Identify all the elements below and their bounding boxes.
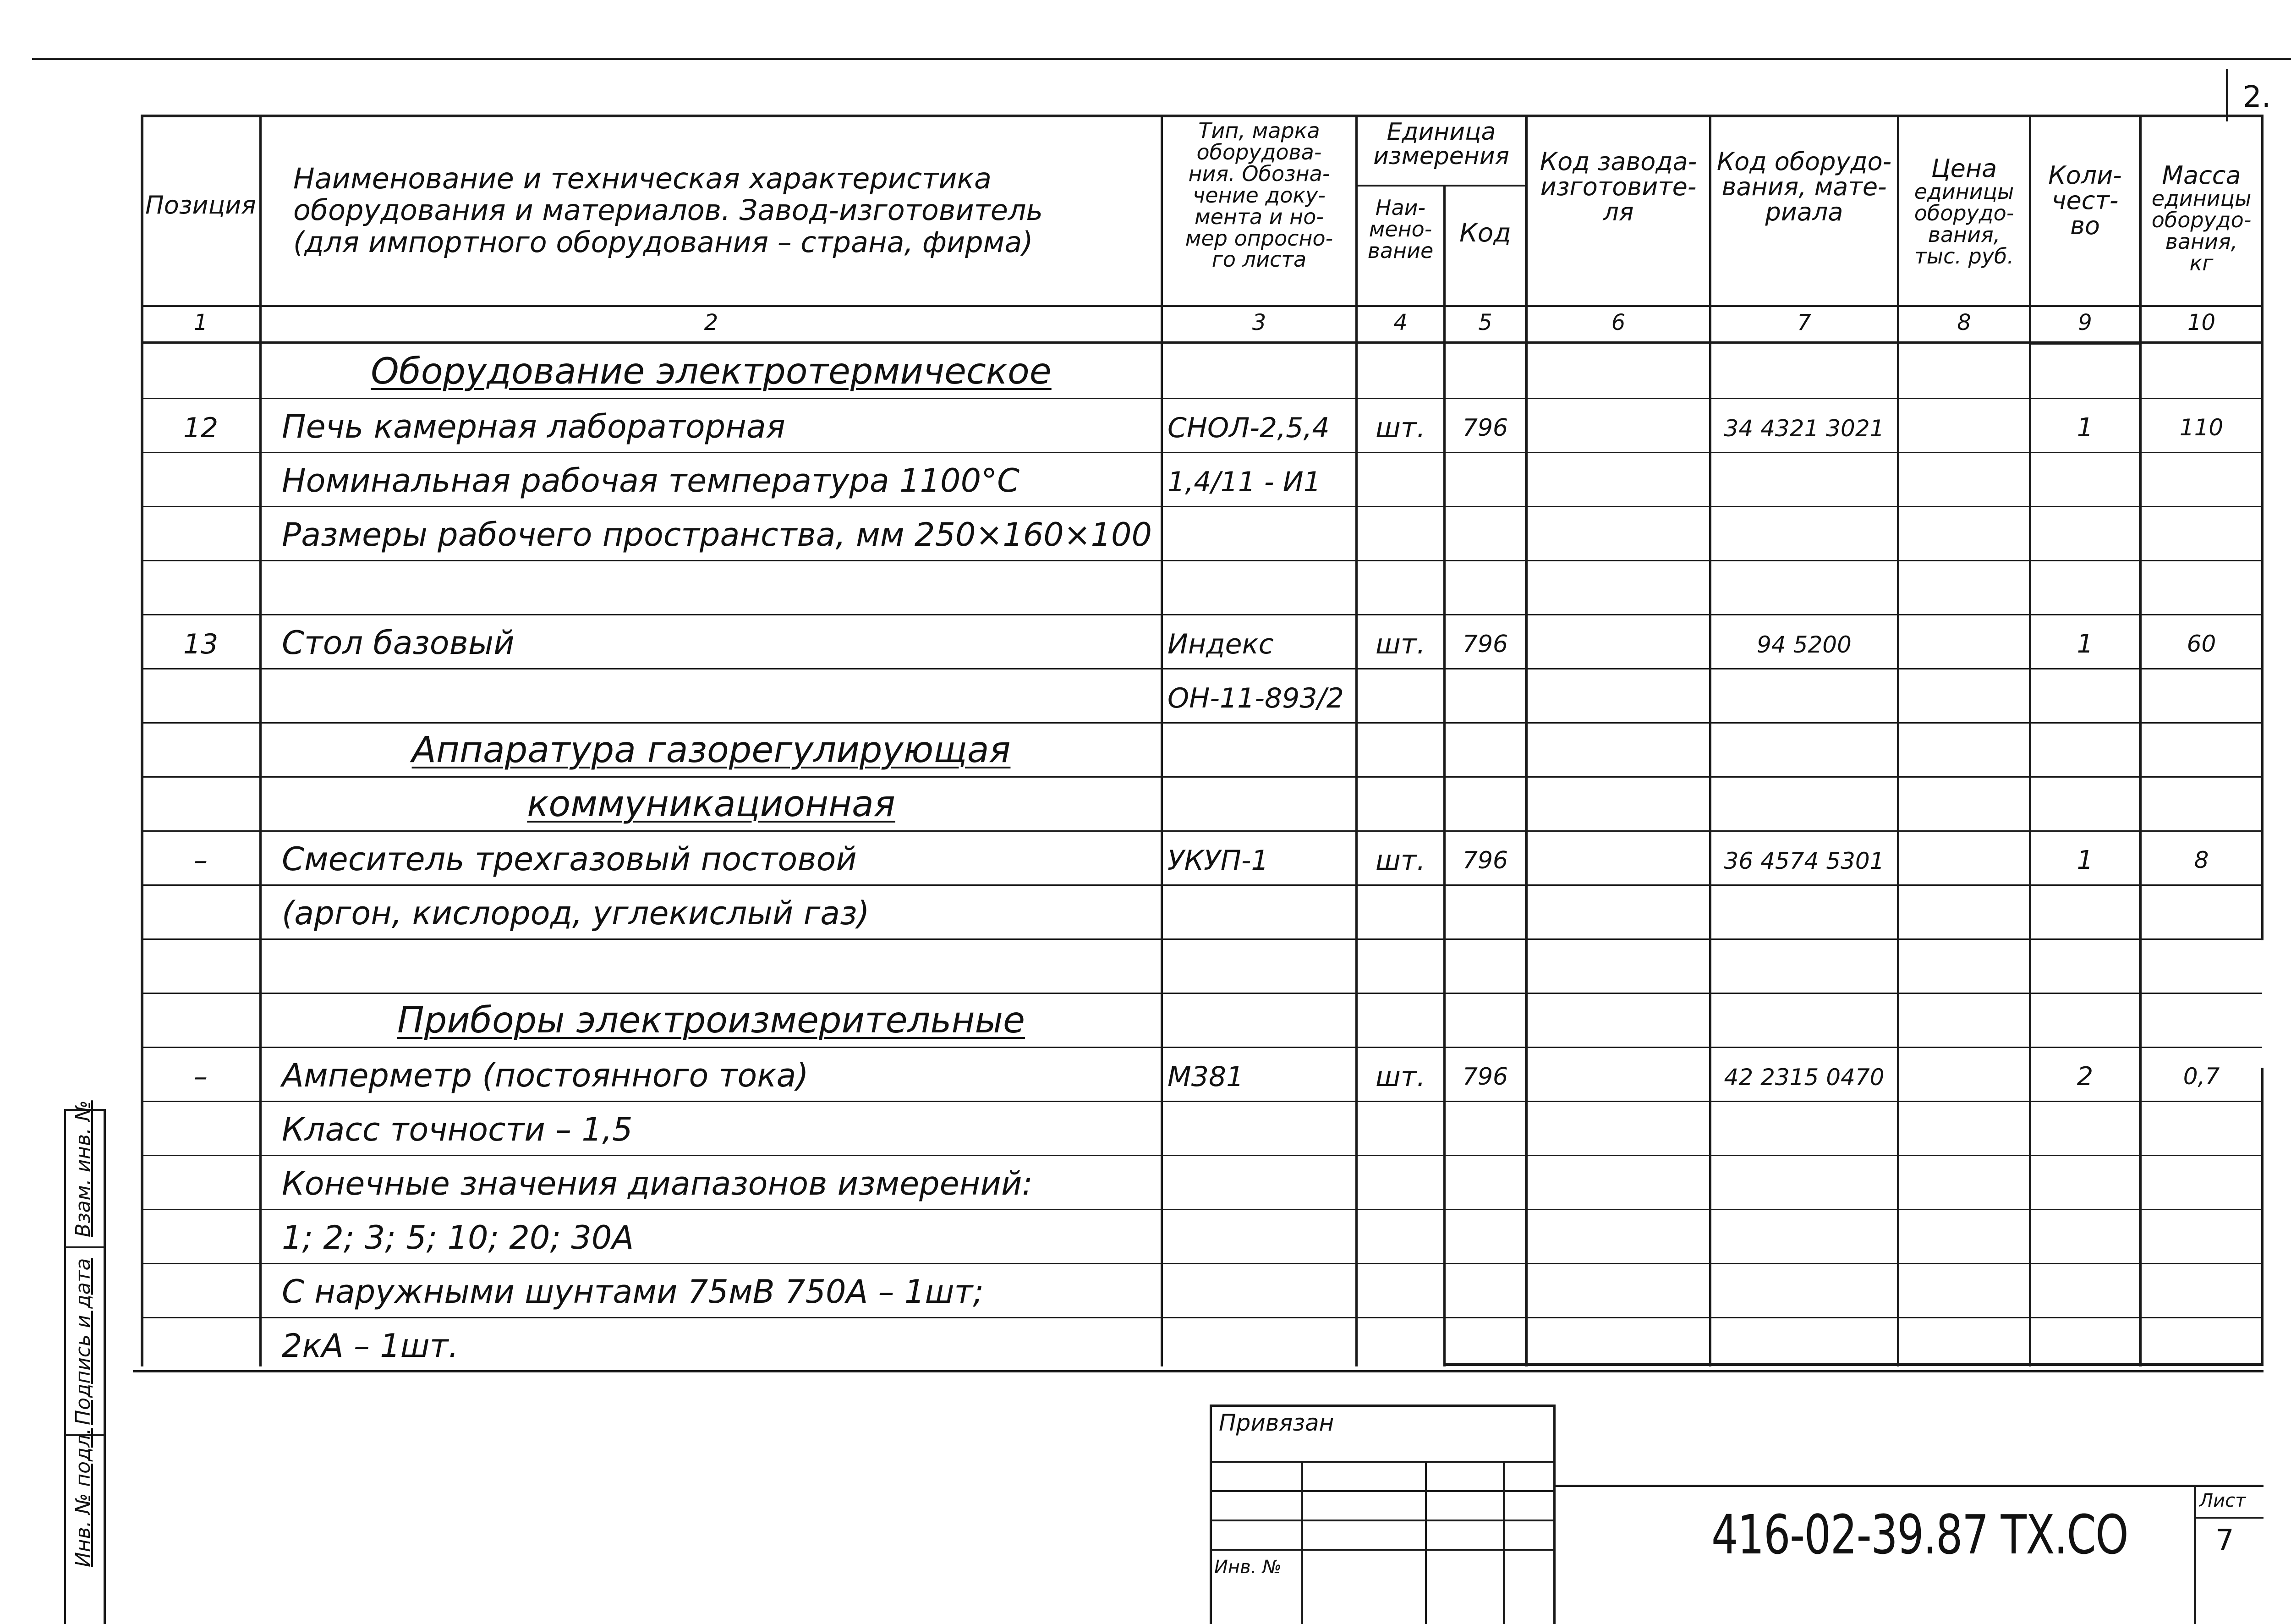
stamp-inv-label: Инв. № (1214, 1557, 1282, 1578)
stamp-col-line-2 (1425, 1461, 1427, 1624)
unit-group-divider (1355, 185, 1527, 187)
table-row (0, 938, 2291, 993)
table-row (0, 344, 2291, 398)
colnum-1: 1 (193, 310, 208, 335)
header-position: Позиция (145, 191, 256, 219)
row-mass: 110 (2179, 414, 2224, 441)
row-code: 796 (1462, 847, 1508, 874)
row-name: Стол базовый (282, 624, 515, 662)
row-position: – (194, 1061, 208, 1093)
row-name: 2кА – 1шт. (282, 1327, 459, 1365)
row-type: СНОЛ-2,5,4 (1167, 412, 1330, 444)
row-section-heading: коммуникационная (527, 784, 895, 825)
sheet-box-divider (2194, 1517, 2264, 1519)
colnum-7: 7 (1797, 310, 1811, 335)
row-position: – (194, 845, 208, 877)
table-row (0, 1155, 2291, 1209)
side-strip-left-line (64, 1109, 66, 1624)
row-unit: шт. (1376, 412, 1425, 444)
row-section-heading: Оборудование электротермическое (371, 351, 1052, 392)
row-name: Номинальная рабочая температура 1100°С (282, 462, 1019, 499)
table-row (0, 1209, 2291, 1263)
header-unit-name: Наи- мено- вание (1367, 195, 1434, 263)
table-row (0, 1101, 2291, 1155)
row-mass: 8 (2194, 847, 2209, 873)
colnum-9: 9 (2078, 310, 2092, 335)
row-name: 1; 2; 3; 5; 10; 20; 30А (282, 1219, 634, 1256)
table-row (0, 1263, 2291, 1317)
table-row (0, 506, 2291, 560)
header-type: Тип, марка оборудова- ния. Обозна- чение доку- мента и но- мер опросно- го листа (1185, 118, 1333, 272)
side-label-replaced-inv: Взам. инв. № (71, 1100, 95, 1237)
table-row (0, 884, 2291, 938)
side-strip-right-line (104, 1109, 106, 1624)
row-type: Индекс (1167, 628, 1274, 660)
colnum-4: 4 (1393, 310, 1408, 335)
row-qty: 2 (2077, 1062, 2094, 1092)
row-qty: 1 (2077, 845, 2094, 875)
header-unit-group: Единица измерения (1373, 118, 1509, 170)
row-name: Размеры рабочего пространства, мм 250×160×100 (282, 516, 1152, 554)
row-type: ОН-11-893/2 (1167, 682, 1344, 714)
table-row (0, 452, 2291, 506)
row-code: 796 (1462, 631, 1508, 658)
table-row (0, 830, 2291, 884)
colnum-3: 3 (1252, 310, 1266, 335)
colnum-8: 8 (1957, 310, 1971, 335)
stamp-bound-label: Привязан (1219, 1410, 1334, 1436)
sheet-label: Лист (2199, 1490, 2246, 1511)
row-code: 796 (1462, 414, 1508, 442)
colnum-10: 10 (2187, 310, 2216, 335)
row-equip-code: 34 4321 3021 (1724, 415, 1885, 442)
row-unit: шт. (1376, 628, 1425, 660)
sheet-number: 7 (2215, 1524, 2234, 1558)
table-row (0, 614, 2291, 668)
header-price: Цена единицы оборудо- вания, тыс. руб. (1914, 154, 2014, 269)
row-position: 12 (183, 412, 219, 444)
row-mass: 60 (2187, 631, 2216, 657)
header-unit-code: Код (1459, 218, 1511, 248)
header-equip-code: Код оборудо- вания, мате- риала (1716, 147, 1892, 227)
row-equip-code: 36 4574 5301 (1724, 848, 1885, 874)
row-type: УКУП-1 (1167, 845, 1269, 877)
colnum-6: 6 (1611, 310, 1626, 335)
row-code: 796 (1462, 1063, 1508, 1091)
row-position: 13 (183, 628, 219, 660)
row-section-heading: Приборы электроизмерительные (397, 1000, 1025, 1041)
header-name: Наименование и техническая характеристика оборудования и материалов. Завод-изготовитель (для импортного оборудования – страна, фирма) (293, 162, 1043, 259)
doc-code: 416-02-39.87 ТХ.СО (1711, 1503, 2128, 1566)
row-mass: 0,7 (2183, 1063, 2220, 1090)
row-qty: 1 (2077, 413, 2094, 443)
row-type: М381 (1167, 1061, 1244, 1093)
header-qty: Коли- чест- во (2048, 161, 2122, 241)
table-row (0, 722, 2291, 776)
colnum-2: 2 (704, 310, 718, 335)
table-row (0, 1317, 2291, 1371)
row-type: 1,4/11 - И1 (1167, 466, 1321, 498)
stamp-col-line-1 (1301, 1461, 1303, 1624)
header-plant-code: Код завода- изготовите- ля (1540, 147, 1697, 227)
table-row (0, 1047, 2291, 1101)
frame-top-border (32, 58, 2291, 60)
row-unit: шт. (1376, 1061, 1425, 1093)
side-label-sign-date: Подпись и дата (71, 1258, 95, 1425)
corner-box-left-border (2226, 69, 2228, 121)
table-top-border (141, 115, 2264, 117)
row-name: (аргон, кислород, углекислый газ) (282, 894, 870, 932)
corner-sheet-number: 2. (2243, 80, 2271, 114)
table-row (0, 560, 2291, 614)
row-name: Амперметр (постоянного тока) (282, 1057, 809, 1094)
colnum-5: 5 (1478, 310, 1492, 335)
row-name: Класс точности – 1,5 (282, 1111, 633, 1148)
header-bottom-line (141, 305, 2264, 307)
row-section-heading: Аппаратура газорегулирующая (411, 730, 1011, 771)
stamp-col-line-3 (1503, 1461, 1505, 1624)
table-row (0, 993, 2291, 1047)
table-row (0, 398, 2291, 452)
row-name: Смеситель трехгазовый постовой (282, 840, 857, 878)
side-label-inv-orig: Инв. № подл. (71, 1428, 95, 1567)
row-equip-code: 94 5200 (1757, 631, 1852, 658)
row-name: С наружными шунтами 75мВ 750А – 1шт; (282, 1273, 984, 1311)
table-row (0, 668, 2291, 722)
row-equip-code: 42 2315 0470 (1724, 1064, 1885, 1091)
side-divider-1 (64, 1246, 105, 1248)
row-name: Печь камерная лабораторная (282, 408, 785, 445)
header-mass: Масса единицы оборудо- вания, кг (2151, 161, 2252, 275)
row-qty: 1 (2077, 629, 2094, 659)
table-row (0, 776, 2291, 830)
row-unit: шт. (1376, 845, 1425, 877)
row-name: Конечные значения диапазонов измерений: (282, 1165, 1033, 1202)
titleblock-top-line (1556, 1485, 2264, 1487)
